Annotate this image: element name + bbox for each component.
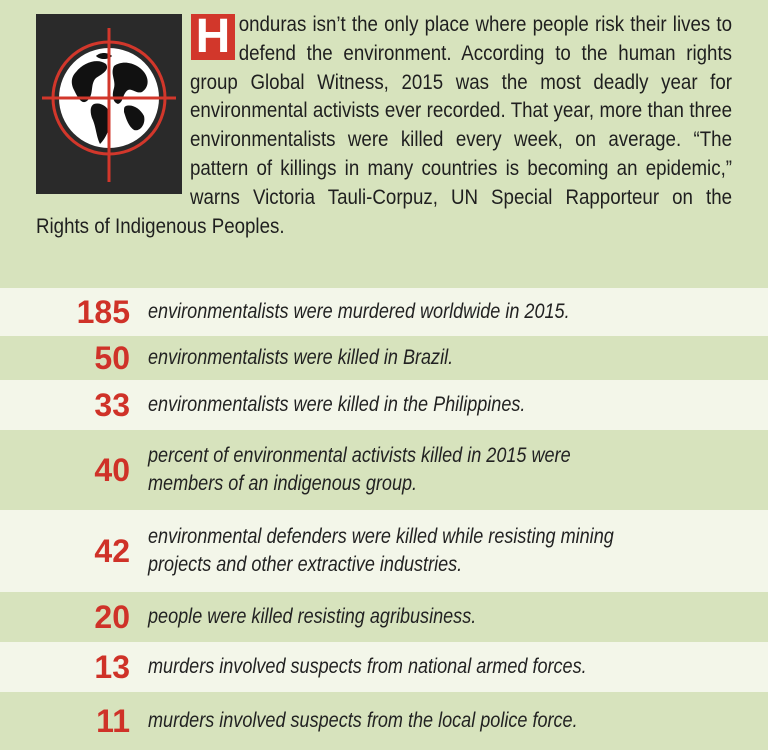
stat-row bbox=[0, 510, 768, 592]
stat-number: 11 bbox=[96, 702, 130, 739]
drop-cap: H bbox=[191, 14, 235, 60]
stat-row bbox=[0, 288, 768, 336]
intro-body-text: onduras isn’t the only place where people risk their lives to defend the environment. According to the human rights group Global Witness, 2015 was the most deadly year for environmental activists ever recorded. That year, more than three environmentalists were killed every week, on average. “The pattern of killings in many countries is becoming an epidemic,” warns Victoria Tauli-Corpuz, UN Special Rapporteur on the Rights of Indigenous Peoples. bbox=[36, 12, 733, 238]
stat-number: 50 bbox=[94, 339, 130, 376]
stat-row bbox=[0, 380, 768, 430]
stat-number: 185 bbox=[76, 293, 130, 330]
stat-row bbox=[0, 430, 768, 510]
intro-paragraph bbox=[36, 10, 732, 240]
stat-number: 13 bbox=[94, 648, 130, 685]
stat-text: environmentalists were murdered worldwide in 2015. bbox=[148, 300, 570, 323]
stat-row bbox=[0, 592, 768, 642]
stat-number: 40 bbox=[94, 451, 130, 488]
intro-section bbox=[0, 0, 768, 288]
stat-row bbox=[0, 692, 768, 750]
stat-row bbox=[0, 336, 768, 380]
stat-text: environmental defenders were killed while resisting mining projects and other extractive industries. bbox=[148, 525, 614, 576]
stat-text: people were killed resisting agribusiness. bbox=[148, 605, 477, 628]
stat-number: 42 bbox=[94, 532, 130, 569]
stat-text: environmentalists were killed in Brazil. bbox=[148, 346, 454, 369]
stat-number: 33 bbox=[94, 386, 130, 423]
stat-text: environmentalists were killed in the Philippines. bbox=[148, 393, 526, 416]
stat-row bbox=[0, 642, 768, 692]
stat-text: percent of environmental activists killed in 2015 were members of an indigenous group. bbox=[148, 444, 571, 495]
stats-list bbox=[0, 288, 768, 750]
stat-number: 20 bbox=[94, 598, 130, 635]
stat-text: murders involved suspects from national armed forces. bbox=[148, 655, 587, 678]
stat-text: murders involved suspects from the local police force. bbox=[148, 709, 578, 732]
